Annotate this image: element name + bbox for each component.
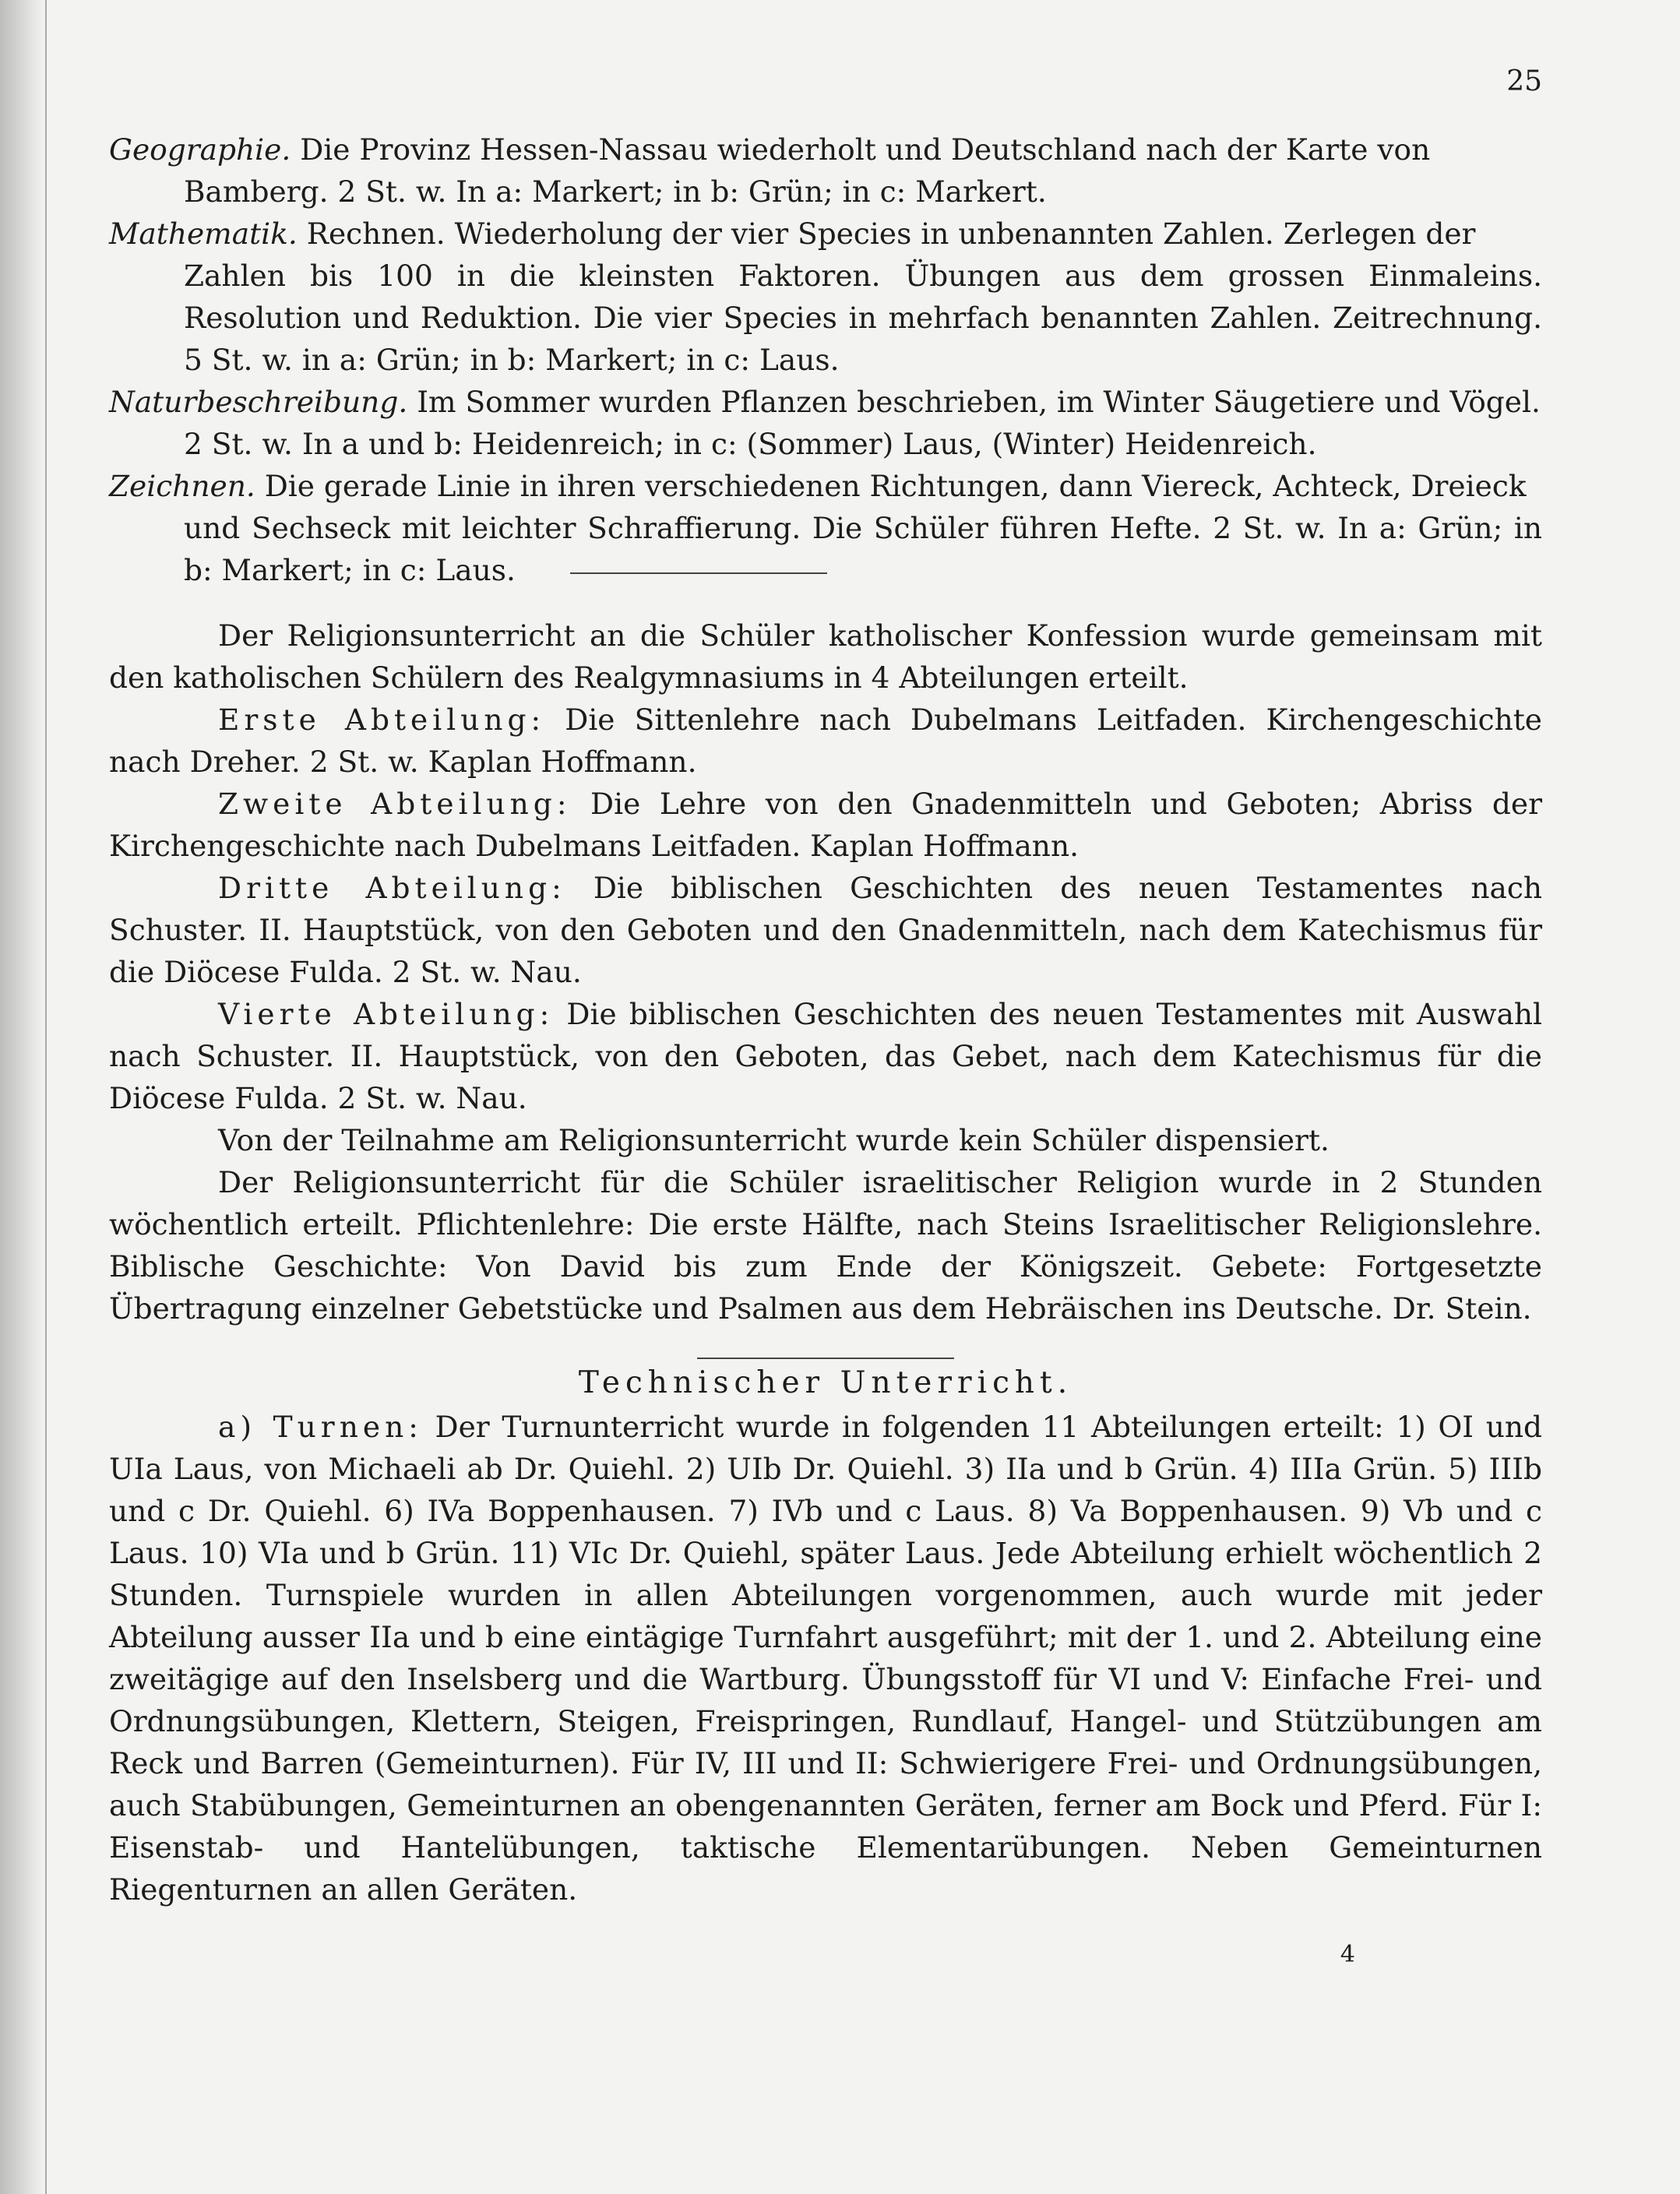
subject-title: Naturbeschreibung. xyxy=(109,385,408,419)
abteilung-label: Erste Abteilung: xyxy=(218,703,546,737)
section-title-technischer-unterricht: Technischer Unterricht. xyxy=(578,1365,1073,1400)
spacer xyxy=(109,1329,1542,1358)
subject-title: Geographie. xyxy=(109,132,291,167)
subject-geographie xyxy=(109,129,1542,213)
subject-continuation: Bamberg. 2 St. w. In a: Markert; in b: Grün; in c: Markert. xyxy=(184,174,1047,209)
turnen-text: Der Turnunterricht wurde in folgenden 11 Abteilungen erteilt: 1) OI und UIa Laus, von Michaeli ab Dr. Quiehl. 2) UIb Dr. Quiehl. 3) IIa und b Grün. 4) IIIa Grün. 5) IIIb und c Dr. Quiehl. 6) IVa Boppenhausen. 7) IVb und c Laus. 8) Va Boppenhausen. 9) Vb und c Laus. 10) VIa und b Grün. 11) VIc Dr. Quiehl, später Laus. Jede Abteilung erhielt wöchentlich 2 Stunden. Turnspiele wurden in allen Abteilungen vorgenommen, auch wurde mit jeder Abteilung ausser IIa und b eine eintägige Turnfahrt ausgeführt; mit der 1. und 2. Abteilung eine zweitägige auf den Inselsberg und die Wartburg. Übungsstoff für VI und V: Einfache Frei- und Ordnungsübungen, Klettern, Steigen, Freispringen, Rundlauf, Hangel- und Stützübungen am Reck und Barren (Gemeinturnen). Für IV, III und II: Schwierigere Frei- und Ordnungsübungen, auch Stabübungen, Gemeinturnen an obengenannten Geräten, ferner am Bock und Pferd. Für I: Eisenstab- und Hantelübungen, taktische Elementarübungen. Neben Gemeinturnen Riegenturnen an allen Geräten. xyxy=(109,1410,1543,1907)
subject-naturbeschreibung xyxy=(109,381,1542,465)
subject-continuation xyxy=(109,507,1542,591)
spacer xyxy=(109,591,1542,615)
abteilung-text: Die Sittenlehre nach Dubelmans Leitfaden. Kirchengeschichte nach Dreher. 2 St. w. Kaplan Hoffmann. xyxy=(109,703,1542,779)
abteilung-label: Dritte Abteilung: xyxy=(218,871,566,905)
religion-abteilung-3 xyxy=(109,867,1542,993)
subject-title: Mathematik. xyxy=(109,217,298,251)
subject-first-line: Rechnen. Wiederholung der vier Species in unbenannten Zahlen. Zerlegen der xyxy=(306,217,1476,251)
abteilung-text: Die biblischen Geschichten des neuen Testamentes nach Schuster. II. Hauptstück, von den Geboten und den Gnadenmitteln, nach dem Katechismus für die Diöcese Fulda. 2 St. w. Nau. xyxy=(109,871,1542,989)
subject-zeichnen xyxy=(109,465,1542,591)
turnen-label: a) Turnen: xyxy=(218,1410,423,1444)
subject-title: Zeichnen. xyxy=(109,469,255,503)
religion-intro: Der Religionsunterricht an die Schüler katholischer Konfession wurde gemeinsam mit den katholischen Schülern des Realgymnasiums in 4 Abteilungen erteilt. xyxy=(109,618,1542,695)
page-number: 25 xyxy=(1506,65,1542,97)
religion-abteilung-4 xyxy=(109,993,1542,1119)
subject-continuation: Zahlen bis 100 in die kleinsten Faktoren. Übungen aus dem grossen Einmaleins. Resolution und Reduktion. Die vier Species in mehrfach benannten Zahlen. Zeitrechnung. 5 St. w. in a: Grün; in b: Markert; in c: Laus. xyxy=(184,259,1542,377)
section-divider xyxy=(570,572,827,574)
subject-first-line: Die Provinz Hessen-Nassau wiederholt und Deutschland nach der Karte von xyxy=(300,132,1431,167)
abteilung-label: Vierte Abteilung: xyxy=(218,997,555,1031)
subject-first-line: Im Sommer wurden Pflanzen beschrieben, im Winter Säugetiere und Vögel. xyxy=(417,385,1541,419)
religion-abteilung-2 xyxy=(109,783,1542,867)
subject-continuation: 2 St. w. In a und b: Heidenreich; in c: (Sommer) Laus, (Winter) Heidenreich. xyxy=(184,427,1317,461)
subject-continuation-text: und Sechseck mit leichter Schraffierung. Die Schüler führen Hefte. 2 St. w. In a: Grün; in b: Markert; in c: Laus. xyxy=(184,511,1542,587)
signature-mark: 4 xyxy=(1340,1941,1355,1968)
subject-mathematik xyxy=(109,213,1542,381)
section-divider xyxy=(697,1358,954,1359)
religion-abteilung-1 xyxy=(109,699,1542,783)
document-page xyxy=(109,0,1542,2194)
abteilung-text: Die biblischen Geschichten des neuen Testamentes mit Auswahl nach Schuster. II. Hauptstück, von den Geboten, das Gebet, nach dem Katechismus für die Diöcese Fulda. 2 St. w. Nau. xyxy=(109,997,1543,1115)
abteilung-text: Die Lehre von den Gnadenmitteln und Geboten; Abriss der Kirchengeschichte nach Dubelmans Leitfaden. Kaplan Hoffmann. xyxy=(109,787,1542,863)
subject-first-line: Die gerade Linie in ihren verschiedenen Richtungen, dann Viereck, Achteck, Dreieck xyxy=(264,469,1527,503)
text-block xyxy=(109,129,1542,1911)
page-binding-shadow xyxy=(0,0,47,2194)
abteilung-label: Zweite Abteilung: xyxy=(218,787,572,821)
turnen-paragraph xyxy=(109,1406,1542,1911)
religion-israelitisch: Der Religionsunterricht für die Schüler israelitischer Religion wurde in 2 Stunden wöchentlich erteilt. Pflichtenlehre: Die erste Hälfte, nach Steins Israelitischer Religionslehre. Biblische Geschichte: Von David bis zum Ende der Königszeit. Gebete: Fortgesetzte Übertragung einzelner Gebetstücke und Psalmen aus dem Hebräischen ins Deutsche. Dr. Stein. xyxy=(109,1165,1542,1326)
religion-dispens: Von der Teilnahme am Religionsunterricht wurde kein Schüler dispensiert. xyxy=(218,1123,1330,1157)
